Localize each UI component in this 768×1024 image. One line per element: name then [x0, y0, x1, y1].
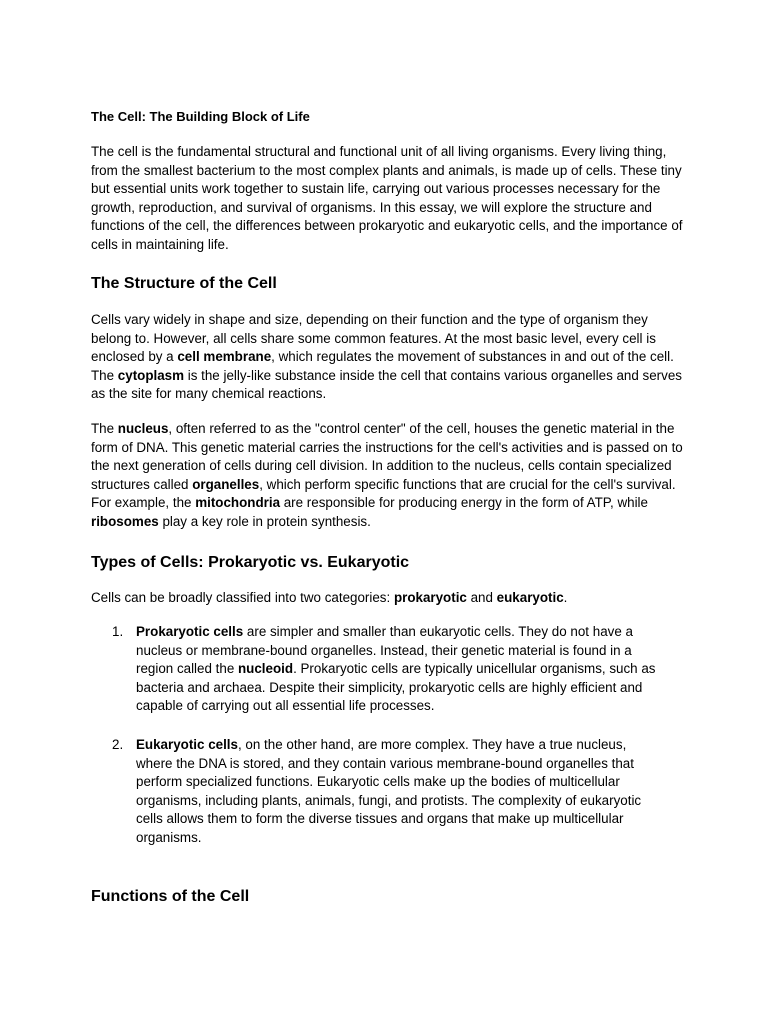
intro-paragraph: The cell is the fundamental structural and functional unit of all living organisms. Every living thing, from the smallest bacterium to the most complex plants and animals, is made up of cells. These tiny but essential units work together to sustain life, carrying out various processes necessary for the growth, reproduction, and survival of organisms. In this essay, we will explore the structure and functions of the cell, the differences between prokaryotic and eukaryotic cells, and the importance of cells in maintaining life. — [91, 144, 683, 252]
types-intro-paragraph: Cells can be broadly classified into two categories: prokaryotic and eukaryotic. — [91, 590, 568, 605]
term-nucleoid: nucleoid — [238, 661, 294, 677]
functions-heading: Functions of the Cell — [91, 888, 250, 905]
term-eukaryotic: eukaryotic — [496, 590, 564, 605]
term-mitochondria: mitochondria — [195, 495, 281, 511]
list-item-text: Prokaryotic cells are simpler and smaller than eukaryotic cells. They do not have a nucleus or membrane-bound organelles. Instead, their genetic material is found in a region called the nucleoid. Prokaryotic cells are typically unicellular organisms, such as bacteria and archaea. Despite their simplicity, prokaryotic cells are highly efficient and capable of carrying out all essential life processes. — [136, 624, 656, 714]
document-title: The Cell: The Building Block of Life — [91, 109, 310, 124]
structure-heading: The Structure of the Cell — [91, 275, 277, 292]
term-cytoplasm: cytoplasm — [117, 367, 185, 383]
term-prokaryotic-cells: Prokaryotic cells — [136, 624, 244, 639]
list-item-number: 1. — [112, 624, 124, 639]
list-item-number: 2. — [112, 737, 124, 752]
term-organelles: organelles — [192, 476, 260, 492]
term-cell-membrane: cell membrane — [177, 349, 272, 365]
term-ribosomes: ribosomes — [91, 513, 159, 529]
structure-paragraph-2: The nucleus, often referred to as the "control center" of the cell, houses the genetic material in the form of DNA. This genetic material carries the instructions for the cell's activities and is passed on to the next generation of cells during cell division. In addition to the nucleus, cells contain specialized structures called organelles, which perform specific functions that are crucial for the cell's survival. For example, the mitochondria are responsible for producing energy in the form of ATP, while ribosomes play a key role in protein synthesis. — [91, 421, 683, 529]
term-prokaryotic: prokaryotic — [393, 590, 467, 605]
term-nucleus: nucleus — [117, 421, 169, 436]
term-eukaryotic-cells: Eukaryotic cells — [136, 737, 238, 752]
types-heading: Types of Cells: Prokaryotic vs. Eukaryotic — [91, 554, 410, 571]
list-item-text: Eukaryotic cells, on the other hand, are more complex. They have a true nucleus, where the DNA is stored, and they contain various membrane-bound organelles that perform specialized functions. Eukaryotic cells make up the bodies of multicellular organisms, including plants, animals, fungi, and protists. The complexity of eukaryotic cells allows them to form the diverse tissues and organs that make up multicellular organisms. — [136, 737, 642, 845]
structure-paragraph-1: Cells vary widely in shape and size, depending on their function and the type of organism they belong to. However, all cells share some common features. At the most basic level, every cell is enclosed by a cell membrane, which regulates the movement of substances in and out of the cell. The cytoplasm is the jelly-like substance inside the cell that contains various organelles and serves as the site for many chemical reactions. — [91, 312, 682, 402]
